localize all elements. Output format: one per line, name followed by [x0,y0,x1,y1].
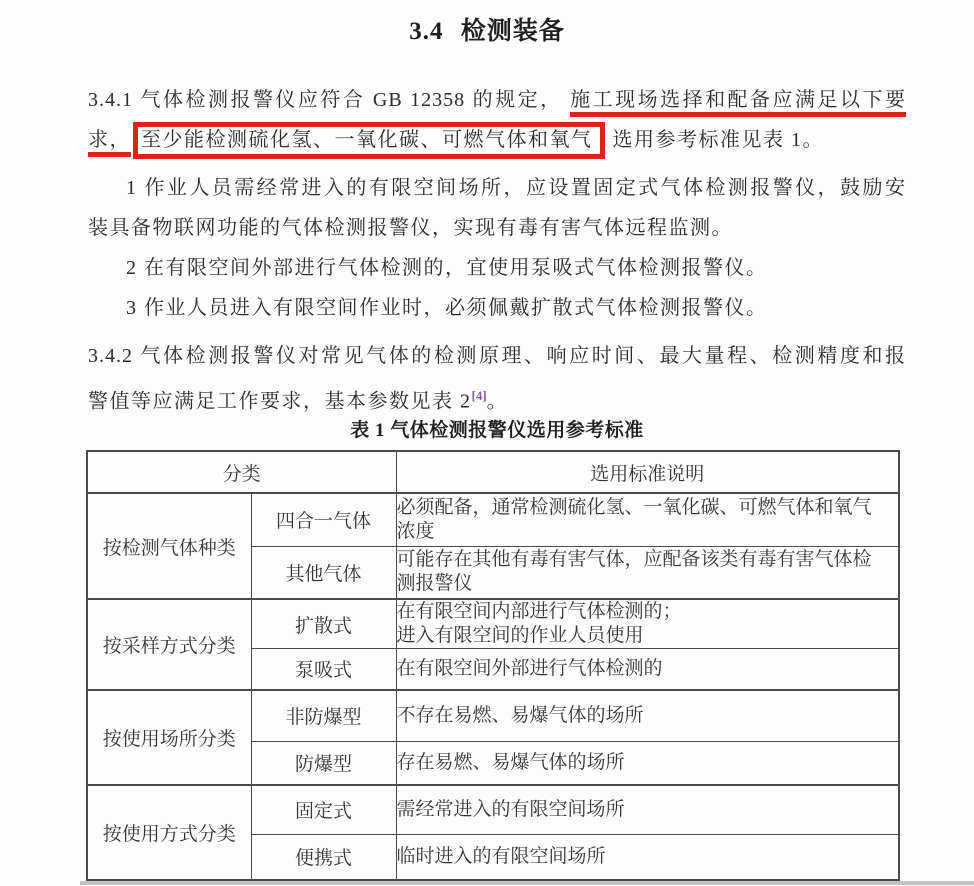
description-line: 存在易燃、易爆气体的场所 [396,751,625,773]
table-row [87,690,899,742]
description-line: 必须配备，通常检测硫化氢、一氧化碳、可燃气体和氧气 [396,496,872,518]
p341-text: 3.4.1 气体检测报警仪应符合 GB 12358 的规定， [88,89,571,111]
group-label-cell: 按检测气体种类 [87,493,251,599]
table-header-row [87,451,899,493]
p342-text-end: 。 [486,390,509,413]
reference-superscript: [4] [471,388,487,403]
description-cell [396,690,899,742]
description-cell [396,546,899,599]
item-1-line-2: 装具备物联网功能的气体检测报警仪，实现有毒有害气体远程监测。 [88,217,733,239]
description-line: 浓度 [396,520,435,542]
subcategory-cell: 便携式 [251,835,396,880]
group-label-cell: 按采样方式分类 [87,599,251,690]
paragraph-3-4-2-line-1: 3.4.2 气体检测报警仪对常见气体的检测原理、响应时间、最大量程、检测精度和报 [88,345,906,367]
table-row [87,785,899,835]
subcategory-cell: 四合一气体 [251,493,396,546]
item-2-line-1: 2 在有限空间外部进行气体检测的，宜使用泵吸式气体检测报警仪。 [126,257,768,279]
description-cell [396,785,899,835]
item-3-line-1: 3 作业人员进入有限空间作业时，必须佩戴扩散式气体检测报警仪。 [126,297,768,319]
red-underline-annotation: 求， [88,129,131,157]
paragraph-3-4-1-line-2 [88,120,906,160]
paragraph-3-4-1-line-1 [88,80,906,120]
section-title: 3.4 检测装备 [409,18,565,45]
subcategory-cell: 防爆型 [251,742,396,785]
red-box-annotation: 至少能检测硫化氢、一氧化碳、可燃气体和氧气 [133,122,605,159]
table-1 [86,450,900,881]
description-line: 不存在易燃、易爆气体的场所 [396,704,644,726]
description-line: 在有限空间外部进行气体检测的 [396,657,663,679]
description-cell [396,599,899,649]
paragraph-3-4-2 [88,336,906,416]
subcategory-cell: 非防爆型 [251,690,396,742]
description-line: 临时进入的有限空间场所 [396,845,606,867]
p342-text: 警值等应满足工作要求，基本参数见表 2 [88,390,472,413]
paragraph-3-4-1 [88,80,906,160]
subcategory-cell: 泵吸式 [251,649,396,690]
description-cell [396,835,899,880]
red-underline-annotation: 施工现场选择和配备应满足以下要 [570,89,906,117]
page-bottom-divider [80,881,974,885]
description-cell [396,649,899,690]
description-line: 可能存在其他有毒有害气体，应配备该类有毒有害气体检 [396,549,872,571]
table-row [87,599,899,649]
description-line: 在有限空间内部进行气体检测的； [396,601,682,622]
p341-text-tail: 选用参考标准见表 1。 [612,129,824,151]
table-1-caption: 表 1 气体检测报警仪选用参考标准 [350,420,644,441]
group-label-cell: 按使用场所分类 [87,690,251,785]
table-row [87,493,899,546]
document-content [88,80,906,881]
description-line: 进入有限空间的作业人员使用 [396,625,644,646]
description-line: 需经常进入的有限空间场所 [396,798,625,820]
description-line: 测报警仪 [396,573,473,595]
subcategory-cell: 扩散式 [251,599,396,649]
description-cell [396,493,899,546]
numbered-items [88,168,906,328]
item-1-line-1: 1 作业人员需经常进入的有限空间场所，应设置固定式气体检测报警仪，鼓励安 [126,177,906,199]
header-cell-criteria: 选用标准说明 [396,451,899,493]
description-cell [396,742,899,785]
subcategory-cell: 其他气体 [251,546,396,599]
paragraph-3-4-2-line-2 [88,376,906,416]
subcategory-cell: 固定式 [251,785,396,835]
group-label-cell: 按使用方式分类 [87,785,251,880]
header-cell-category: 分类 [87,451,396,493]
